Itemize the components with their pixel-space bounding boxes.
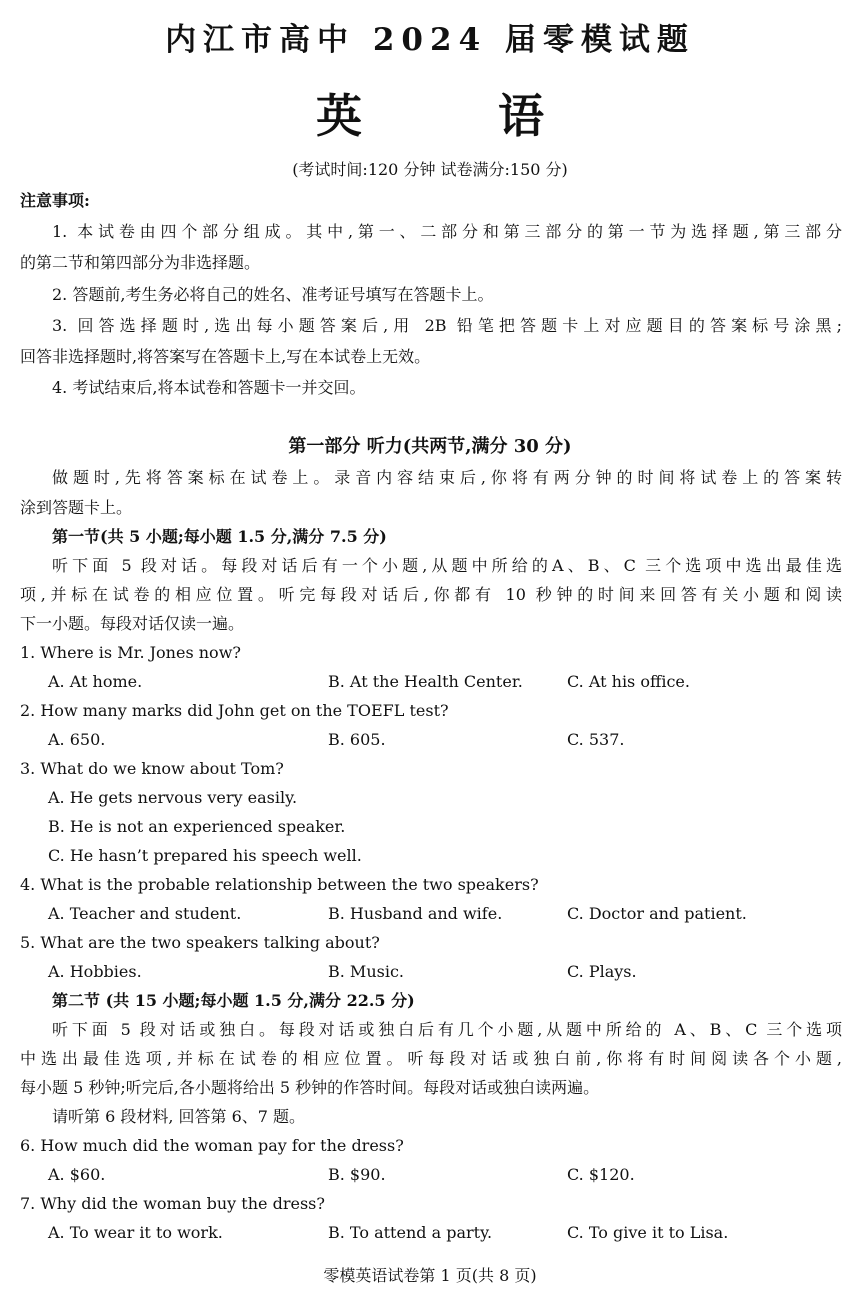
notice-item-2: 2. 答题前,考生务必将自己的姓名、准考证号填写在答题卡上。 — [52, 285, 494, 304]
q5-option-c: C. Plays. — [567, 962, 637, 981]
exam-title: 内江市高中 2024 届零模试题 — [165, 22, 695, 58]
notice-item-1-line-1: 1. 本试卷由四个部分组成。其中,第一、二部分和第三部分的第一节为选择题,第三部分 — [52, 222, 842, 241]
part1-title: 第一部分 听力(共两节,满分 30 分) — [288, 436, 572, 457]
section1-instruction-line-3: 下一小题。每段对话仅读一遍。 — [20, 614, 245, 633]
question-6: 6. How much did the woman pay for the dress? — [20, 1136, 404, 1155]
q7-option-c: C. To give it to Lisa. — [567, 1223, 729, 1242]
q5-option-a: A. Hobbies. — [48, 962, 142, 981]
q1-option-b: B. At the Health Center. — [328, 672, 523, 691]
q1-option-c: C. At his office. — [567, 672, 690, 691]
q4-option-a: A. Teacher and student. — [48, 904, 242, 923]
question-7: 7. Why did the woman buy the dress? — [20, 1194, 325, 1213]
q5-option-b: B. Music. — [328, 962, 404, 981]
question-5: 5. What are the two speakers talking about? — [20, 933, 380, 952]
notice-item-3-line-1: 3. 回答选择题时,选出每小题答案后,用 2B 铅笔把答题卡上对应题目的答案标号涂黑; — [52, 316, 842, 335]
section2-title: 第二节 (共 15 小题;每小题 1.5 分,满分 22.5 分) — [52, 991, 415, 1010]
q7-option-b: B. To attend a party. — [328, 1223, 493, 1242]
part1-intro-line-1: 做题时,先将答案标在试卷上。录音内容结束后,你将有两分钟的时间将试卷上的答案转 — [52, 468, 842, 487]
notice-heading: 注意事项: — [20, 191, 90, 210]
section2-instruction-line-1: 听下面 5 段对话或独白。每段对话或独白后有几个小题,从题中所给的 A、B、C 三个选项 — [52, 1020, 842, 1039]
section2-instruction-line-3: 每小题 5 秒钟;听完后,各小题将给出 5 秒钟的作答时间。每段对话或独白读两遍。 — [20, 1078, 600, 1097]
q3-option-a: A. He gets nervous very easily. — [48, 788, 298, 807]
section1-instruction-line-2: 项,并标在试卷的相应位置。听完每段对话后,你都有 10 秒钟的时间来回答有关小题和阅读 — [20, 585, 842, 604]
notice-item-3-line-2: 回答非选择题时,将答案写在答题卡上,写在本试卷上无效。 — [20, 347, 431, 366]
q6-option-c: C. $120. — [567, 1165, 635, 1184]
question-2: 2. How many marks did John get on the TOEFL test? — [20, 701, 449, 720]
q4-option-c: C. Doctor and patient. — [567, 904, 747, 923]
q1-option-a: A. At home. — [48, 672, 143, 691]
q2-option-b: B. 605. — [328, 730, 386, 749]
q6-option-a: A. $60. — [48, 1165, 106, 1184]
material-6-instruction: 请听第 6 段材料, 回答第 6、7 题。 — [52, 1107, 306, 1126]
notice-item-1-line-2: 的第二节和第四部分为非选择题。 — [20, 253, 261, 272]
section1-instruction-line-1: 听下面 5 段对话。每段对话后有一个小题,从题中所给的A、B、C 三个选项中选出最佳选 — [52, 556, 842, 575]
q2-option-c: C. 537. — [567, 730, 625, 749]
part1-intro-line-2: 涂到答题卡上。 — [20, 498, 133, 517]
subject-title: 英 语 — [315, 89, 604, 143]
section1-title: 第一节(共 5 小题;每小题 1.5 分,满分 7.5 分) — [52, 527, 387, 546]
q6-option-b: B. $90. — [328, 1165, 386, 1184]
q3-option-b: B. He is not an experienced speaker. — [48, 817, 346, 836]
notice-item-4: 4. 考试结束后,将本试卷和答题卡一并交回。 — [52, 378, 366, 397]
question-4: 4. What is the probable relationship between the two speakers? — [20, 875, 539, 894]
exam-info: (考试时间:120 分钟 试卷满分:150 分) — [292, 160, 568, 179]
q3-option-c: C. He hasn’t prepared his speech well. — [48, 846, 362, 865]
q7-option-a: A. To wear it to work. — [48, 1223, 223, 1242]
q2-option-a: A. 650. — [48, 730, 106, 749]
q4-option-b: B. Husband and wife. — [328, 904, 503, 923]
question-1: 1. Where is Mr. Jones now? — [20, 643, 241, 662]
question-3: 3. What do we know about Tom? — [20, 759, 284, 778]
section2-instruction-line-2: 中选出最佳选项,并标在试卷的相应位置。听每段对话或独白前,你将有时间阅读各个小题, — [20, 1049, 842, 1068]
page-footer: 零模英语试卷第 1 页(共 8 页) — [323, 1266, 537, 1285]
